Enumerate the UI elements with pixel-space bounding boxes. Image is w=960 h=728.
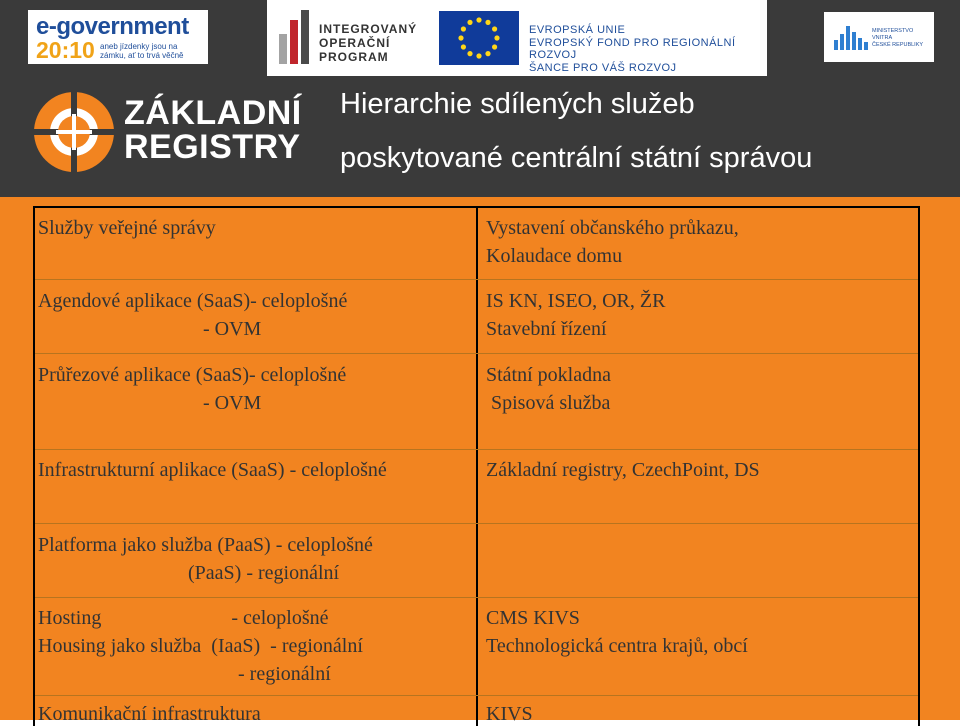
eu-banner-text [529, 24, 767, 74]
eu-line: ŠANCE PRO VÁŠ ROZVOJ [529, 61, 677, 74]
table-cell-service-level: Agendové aplikace (SaaS)- celoplošné - OVM [38, 290, 348, 340]
egovernment-logo [28, 10, 208, 64]
iop-line: INTEGROVANÝ [319, 22, 418, 36]
table-cell-example: KIVS [486, 703, 533, 725]
row-divider [35, 279, 918, 280]
zr-logo-line1: ZÁKLADNÍ [124, 94, 302, 132]
eu-line: EVROPSKÝ FOND PRO REGIONÁLNÍ ROZVOJ [529, 36, 736, 61]
egov-logo-tagline: aneb jízdenky jsou na zámku, ať to trvá věčně [100, 42, 184, 60]
row-divider [35, 523, 918, 524]
zr-logo-line2: REGISTRY [124, 128, 301, 166]
table-column-divider [476, 206, 478, 726]
eu-flag-icon [439, 11, 519, 65]
ministry-logo-text [872, 28, 934, 49]
table-cell-service-level: Infrastrukturní aplikace (SaaS) - celoplošné [38, 459, 387, 481]
table-cell-service-level: Komunikační infrastruktura [38, 703, 261, 725]
table-cell-service-level: Platforma jako služba (PaaS) - celoplošné (PaaS) - regionální [38, 534, 373, 584]
ministry-line: ČESKÉ REPUBLIKY [872, 42, 924, 48]
table-cell-example: Vystavení občanského průkazu, Kolaudace domu [486, 217, 739, 267]
ministry-line: MINISTERSTVO VNITRA [872, 28, 914, 41]
table-border-right [918, 206, 920, 726]
row-divider [35, 353, 918, 354]
page-subtitle: poskytované centrální státní správou [340, 142, 813, 174]
page-title: Hierarchie sdílených služeb [340, 88, 695, 120]
table-cell-service-level: Průřezové aplikace (SaaS)- celoplošné - OVM [38, 364, 347, 414]
table-cell-example: IS KN, ISEO, OR, ŽR Stavební řízení [486, 290, 666, 340]
table-border-left [33, 206, 35, 726]
row-divider [35, 695, 918, 696]
table-cell-example: Základní registry, CzechPoint, DS [486, 459, 760, 481]
eu-funding-banner [267, 0, 767, 76]
egov-logo-number: 20:10 [36, 37, 95, 63]
zakladni-registry-logo-icon [28, 86, 128, 186]
iop-logo-icon [279, 10, 311, 64]
ministry-logo [824, 12, 934, 62]
row-divider [35, 449, 918, 450]
iop-line: PROGRAM [319, 50, 389, 64]
eu-line: EVROPSKÁ UNIE [529, 24, 626, 36]
row-divider [35, 597, 918, 598]
egov-logo-title: e-government [36, 13, 189, 40]
iop-logo-text [319, 22, 417, 64]
table-cell-service-level: Hosting - celoplošné Housing jako služba (IaaS) - regionální - regionální [38, 607, 363, 685]
zakladni-registry-logo-text [124, 96, 302, 164]
page-header [0, 0, 960, 197]
table-cell-example: CMS KIVS Technologická centra krajů, obcí [486, 607, 748, 657]
iop-line: OPERAČNÍ [319, 36, 391, 50]
ministry-logo-icon [834, 26, 868, 50]
table-cell-example: Státní pokladna Spisová služba [486, 364, 611, 414]
table-cell-service-level: Služby veřejné správy [38, 217, 216, 239]
